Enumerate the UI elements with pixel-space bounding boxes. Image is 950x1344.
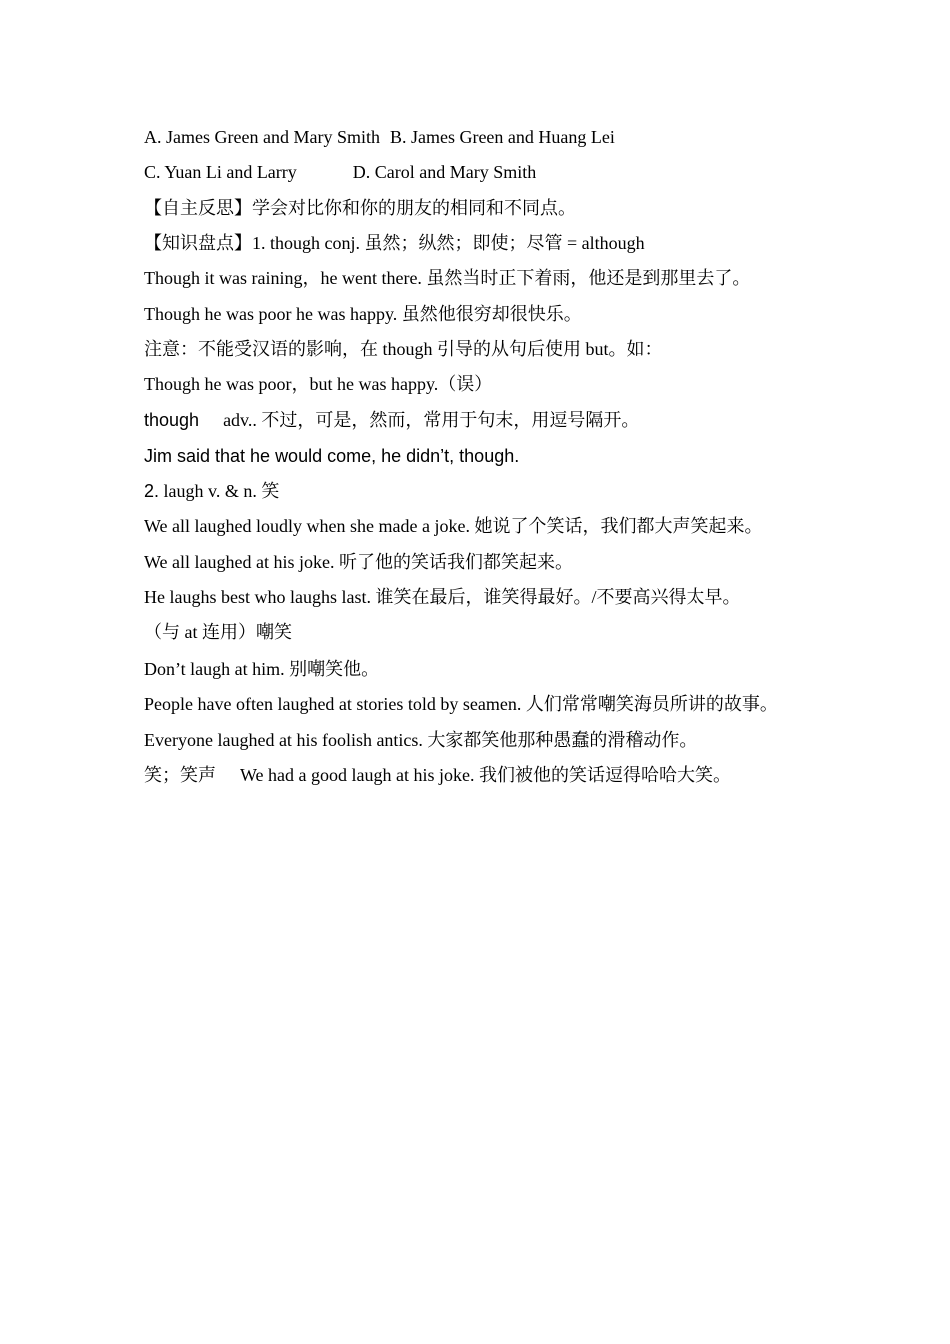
example-sentence-2: Though he was poor he was happy. 虽然他很穷却很快乐。 <box>144 304 582 324</box>
example-sentence-4: Jim said that he would come, he didn’t, though. <box>144 446 520 466</box>
adverb-definition-line <box>144 408 639 432</box>
options-line-cd <box>144 160 536 184</box>
reflection-line: 【自主反思】学会对比你和你的朋友的相同和不同点。 <box>144 198 576 218</box>
sub-usage-heading: （与 at 连用）嘲笑 <box>144 622 292 642</box>
example-sentence-10: Everyone laughed at his foolish antics. 大家都笑他那种愚蠢的滑稽动作。 <box>144 730 698 750</box>
option-d: D. Carol and Mary Smith <box>352 162 537 182</box>
knowledge-heading-2 <box>144 479 279 503</box>
usage-note: 注意：不能受汉语的影响，在 though 引导的从句后使用 but。如： <box>144 339 663 359</box>
option-c: C. Yuan Li and Larry <box>144 162 297 182</box>
example-sentence-6: We all laughed at his joke. 听了他的笑话我们都笑起来。 <box>144 552 573 572</box>
noun-usage-line <box>144 763 731 787</box>
options-line-ab <box>144 125 615 149</box>
example-sentence-3: Though he was poor，but he was happy.（误） <box>144 374 493 394</box>
item-heading-2: laugh v. & n. 笑 <box>159 481 280 501</box>
example-sentence-7: He laughs best who laughs last. 谁笑在最后，谁笑得最好。/不要高兴得太早。 <box>144 587 741 607</box>
option-a: A. James Green and Mary Smith <box>144 127 380 147</box>
option-b: B. James Green and Huang Lei <box>389 127 615 147</box>
adverb-word: though <box>144 410 200 430</box>
example-sentence-11: We had a good laugh at his joke. 我们被他的笑话逗得哈哈大笑。 <box>240 765 731 785</box>
example-sentence-8: Don’t laugh at him. 别嘲笑他。 <box>144 659 380 679</box>
example-sentence-9: People have often laughed at stories told by seamen. 人们常常嘲笑海员所讲的故事。 <box>144 694 778 714</box>
knowledge-heading-1: 【知识盘点】1. though conj. 虽然；纵然；即使；尽管 = although <box>144 233 645 253</box>
example-sentence-5: We all laughed loudly when she made a joke. 她说了个笑话，我们都大声笑起来。 <box>144 516 763 536</box>
item-number-2: 2. <box>144 481 160 501</box>
example-sentence-1: Though it was raining，he went there. 虽然当时正下着雨，他还是到那里去了。 <box>144 268 751 288</box>
adverb-definition: adv.. 不过，可是，然而，常用于句末，用逗号隔开。 <box>223 410 640 430</box>
noun-label: 笑；笑声 <box>144 765 216 785</box>
